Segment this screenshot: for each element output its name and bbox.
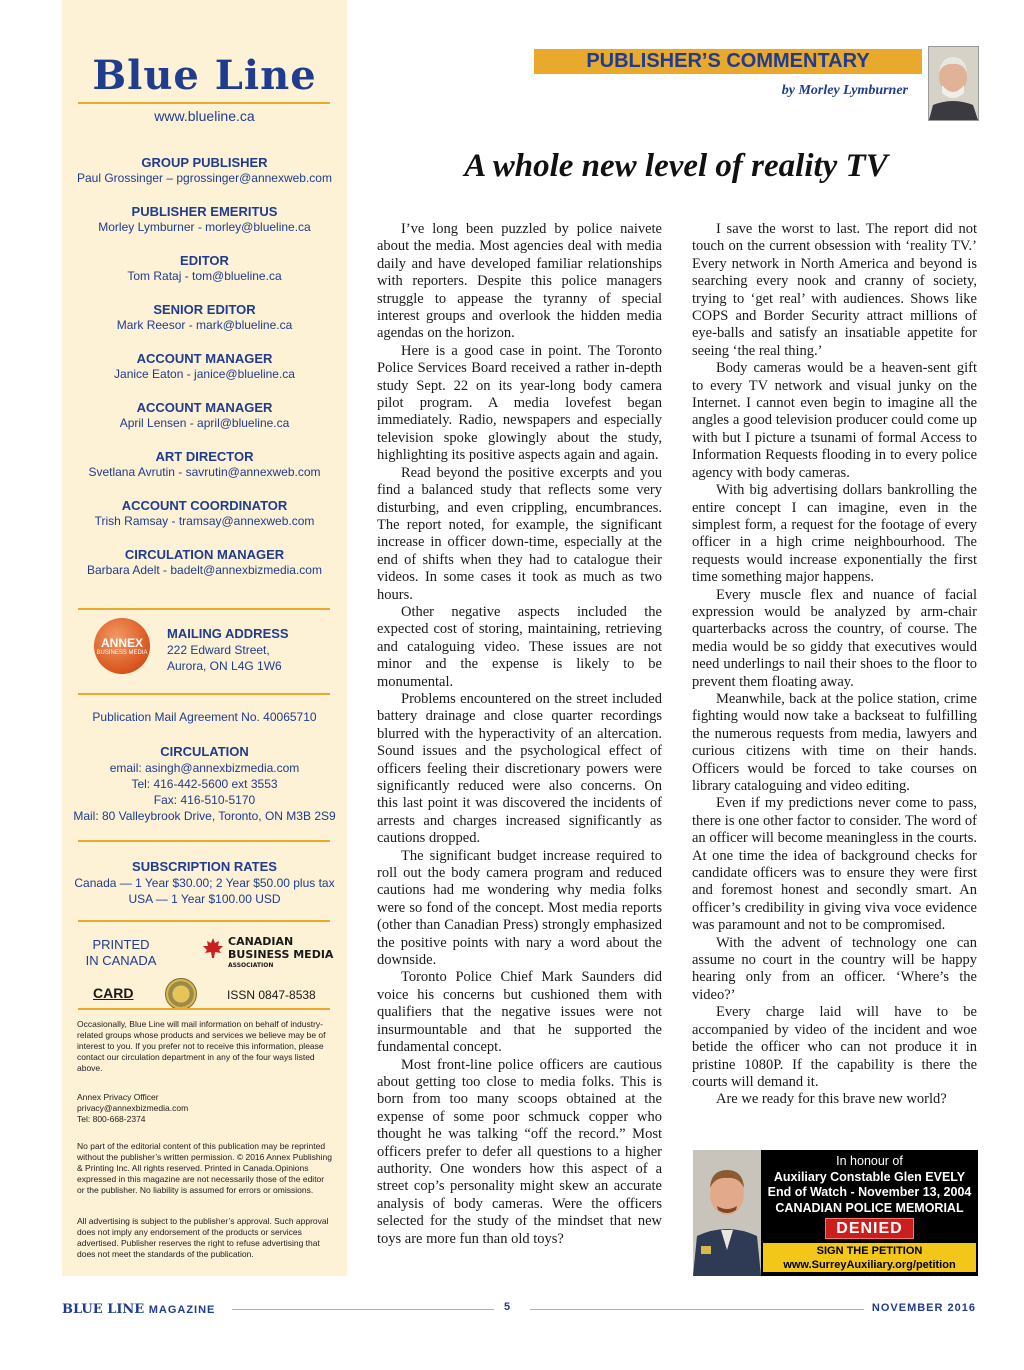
divider: [78, 840, 330, 842]
author-portrait-icon: [929, 47, 978, 120]
page-number: 5: [504, 1301, 511, 1313]
staff-entry: [62, 449, 347, 498]
staff-entry: [62, 498, 347, 547]
constable-portrait-icon: [693, 1150, 761, 1276]
mailing-address: [167, 626, 289, 674]
subscription-canada: Canada — 1 Year $30.00; 2 Year $50.00 plus tax: [74, 876, 335, 890]
article-column-2: [692, 221, 977, 1109]
paragraph: Every muscle flex and nuance of facial expression would be analyzed by arm-chair quarterbacks across the country, of course. The media would be so giddy that executives would need underlings to nail their shoes to the floor to prevent them floating away.: [692, 586, 977, 690]
staff-contact: Morley Lymburner - morley@blueline.ca: [98, 220, 311, 234]
divider: [78, 693, 330, 695]
staff-contact: Trish Ramsay - tramsay@annexweb.com: [94, 514, 315, 528]
circulation-email[interactable]: email: asingh@annexbizmedia.com: [109, 761, 300, 775]
publication-agreement: Publication Mail Agreement No. 40065710: [92, 710, 317, 724]
staff-entry: [62, 253, 347, 302]
advertising-notice: All advertising is subject to the publisher’s approval. Such approval does not imply any endorsement of the products or services advertised. Publisher reserves the right to refuse advertising that does not meet the standards of the publication.: [77, 1216, 329, 1259]
staff-contact: April Lensen - april@blueline.ca: [119, 416, 290, 430]
ad-line: CANADIAN POLICE MEMORIAL: [775, 1200, 964, 1215]
staff-entry: [62, 400, 347, 449]
paragraph: Other negative aspects included the expected cost of storing, maintaining, retrieving and cataloguing video. These issues are not minor and the expense is likely to be monumental.: [377, 603, 662, 690]
subscription-rates: [62, 858, 347, 907]
paragraph: Meanwhile, back at the police station, crime fighting would now take a backseat to fulfilling the numerous requests from media, lawyers and curious citizens with time on their hands. Officers would be forced to take courses on library cataloguing and video editing.: [692, 690, 977, 794]
annex-logo-name: ANNEX: [100, 636, 143, 650]
issue-date: NOVEMBER 2016: [871, 1302, 976, 1314]
staff-role: ACCOUNT MANAGER: [136, 351, 273, 366]
article-column-1: [377, 221, 662, 1248]
copyright-notice: No part of the editorial content of this publication may be reprinted without the publisher’s written permission. © 2016 Annex Publishing & Printing Inc. All rights reserved. Printed in Canada.Opinions expressed in this magazine are not necessarily those of the editor or the publisher. No liability is assumed for errors or omissions.: [77, 1141, 332, 1195]
paragraph: I’ve long been puzzled by police naivete about the media. Most agencies deal with media daily and have developed familiar relationships with reporters. Despite this police managers struggle to appease the tyranny of special interest groups and overlook the hidden media agendas on the horizon.: [377, 221, 662, 342]
byline: by Morley Lymburner: [781, 83, 908, 98]
cbm-line: CANADIAN: [228, 935, 294, 948]
staff-entry: [62, 547, 347, 596]
staff-role: PUBLISHER EMERITUS: [131, 204, 278, 219]
seal-icon: [165, 978, 197, 1010]
circulation-mail: Mail: 80 Valleybrook Drive, Toronto, ON M3B 2S9: [73, 809, 336, 823]
paragraph: Toronto Police Chief Mark Saunders did voice his concerns but cushioned them with qualifiers that the negative issues were not insurmountable and that he supported the fundamental concept.: [377, 969, 662, 1056]
staff-entry: [62, 155, 347, 204]
circulation-info: [62, 743, 347, 824]
mailing-line: 222 Edward Street,: [167, 643, 270, 657]
paragraph: Every charge laid will have to be accompanied by video of the incident and woe betide the officer who can not produce it in pristine 1080P. If the capability is there the courts will demand it.: [692, 1004, 977, 1090]
mailing-notice: Occasionally, Blue Line will mail information on behalf of industry-related groups whose products and services we believe may be of interest to you. If you prefer not to receive this information, please contact our circulation department in any of the four ways listed above.: [77, 1019, 326, 1073]
section-title: PUBLISHER’S COMMENTARY: [586, 50, 870, 72]
cbm-line: BUSINESS MEDIA: [228, 948, 334, 961]
paragraph: With big advertising dollars bankrolling the entire concept I can imagine, even in the simplest form, a request for the footage of every officer in a high crime neighbourhood. The requests would increase exponentially the first time something major happens.: [692, 482, 977, 586]
divider: [78, 920, 330, 922]
card-label: CARD: [93, 985, 134, 1001]
paragraph: With the advent of technology one can assume no court in the country will be happy hearing only from an officer. ‘Where’s the video?’: [692, 934, 977, 1003]
article-headline: A whole new level of reality TV: [464, 148, 888, 184]
footer-divider: [232, 1309, 494, 1310]
footer-magazine: MAGAZINE: [148, 1304, 216, 1316]
issn: ISSN 0847-8538: [227, 988, 316, 1002]
printed-line: PRINTED: [92, 937, 150, 952]
annex-logo: [94, 618, 150, 674]
masthead-sidebar: [62, 0, 347, 1276]
ad-line: Auxiliary Constable Glen EVELY: [773, 1169, 966, 1184]
paragraph: Read beyond the positive excerpts and you find a balanced study that reflects some very disturbing, and even crippling, encumbrances. The report noted, for example, the significant increase in officer down-time, especially at the end of shifts when they had to catalogue their videos. In some cases it took as much as two hours.: [377, 464, 662, 603]
staff-contact: Janice Eaton - janice@blueline.ca: [114, 367, 295, 381]
staff-role: ART DIRECTOR: [155, 449, 254, 464]
blue-line-logo: Blue Line: [92, 52, 317, 99]
paragraph: Most front-line police officers are cautious about getting too close to media folks. This is born from too many scoops obtained at the expense of some poor schmuck copper who thought he was talking “off the record.” Most officers prefer to defer all questions to a higher authority. One wonders how this aspect of a street cop’s personality might skew an accurate analysis of body cameras. Were the officers selected for the study of the mindset that new toys are more fun than old toys?: [377, 1056, 662, 1247]
petition-callout[interactable]: [763, 1243, 976, 1272]
staff-role: EDITOR: [180, 253, 229, 268]
staff-entry: [62, 204, 347, 253]
paragraph: Here is a good case in point. The Toronto Police Services Board received a rather in-depth study Sept. 22 on its year-long body camera pilot program. A media lovefest began immediately. Radio, newspapers and especially television spoke glowingly about the study, highlighting its positive aspects again and again.: [377, 342, 662, 464]
mailing-line: Aurora, ON L4G 1W6: [167, 659, 282, 673]
circulation-fax: Fax: 416-510-5170: [153, 793, 256, 807]
cbm-line: ASSOCIATION: [228, 962, 274, 969]
privacy-officer: Annex Privacy Officer privacy@annexbizmedia.com Tel: 800-668-2374: [77, 1092, 189, 1124]
paragraph: Problems encountered on the street included battery drainage and close quarter recordings blurred with the hyperactivity of an altercation. Sound issues and the psychological effect of officers feeling their discretionary powers were significantly reduced were also concerns. On this last point it was discovered the incidents of arrests and charges increased significantly as cautions dropped.: [377, 690, 662, 847]
staff-entry: [62, 351, 347, 400]
staff-contact: Barbara Adelt - badelt@annexbizmedia.com: [87, 563, 322, 577]
annex-logo-sub: BUSINESS MEDIA: [96, 650, 148, 656]
staff-role: ACCOUNT COORDINATOR: [121, 498, 288, 513]
denied-badge: DENIED: [825, 1218, 913, 1239]
staff-role: GROUP PUBLISHER: [141, 155, 268, 170]
staff-list: [62, 155, 347, 596]
subscription-heading: SUBSCRIPTION RATES: [132, 859, 277, 874]
staff-role: SENIOR EDITOR: [153, 302, 256, 317]
staff-contact: Mark Reesor - mark@blueline.ca: [116, 318, 293, 332]
staff-contact: Svetlana Avrutin - savrutin@annexweb.com: [88, 465, 321, 479]
maple-leaf-icon: [202, 937, 224, 959]
paragraph: I save the worst to last. The report did not touch on the current obsession with ‘reality TV.’ Every network in North America and beyond is searching every nook and cranny of society, trying to ‘get real’ with audiences. Shows like COPS and Border Security attract millions of eye-balls and satisfy an insatiable appetite for seeing ‘the real thing.’: [692, 221, 977, 359]
paragraph: Even if my predictions never come to pass, there is one other factor to consider. The word of an officer will become meaningless in the courts. At one time the idea of background checks for candidate officers was to ensure they were first and foremost honest and secondly smart. An officer’s credibility in giving viva voce evidence was paramount and not to be compromised.: [692, 795, 977, 934]
staff-contact: Tom Rataj - tom@blueline.ca: [127, 269, 282, 283]
circulation-tel: Tel: 416-442-5600 ext 3553: [131, 777, 278, 791]
divider: [78, 608, 330, 610]
staff-role: CIRCULATION MANAGER: [124, 547, 285, 562]
printed-in-canada: [76, 937, 166, 969]
memorial-petition-ad[interactable]: [693, 1150, 978, 1276]
mailing-heading: MAILING ADDRESS: [167, 626, 289, 641]
website-link[interactable]: www.blueline.ca: [154, 108, 255, 124]
petition-label: SIGN THE PETITION: [816, 1245, 923, 1257]
subscription-usa: USA — 1 Year $100.00 USD: [128, 892, 281, 906]
ad-line: In honour of: [836, 1154, 903, 1168]
petition-url[interactable]: www.SurreyAuxiliary.org/petition: [783, 1259, 956, 1271]
author-photo: [928, 46, 979, 121]
divider: [78, 102, 330, 104]
circulation-heading: CIRCULATION: [160, 744, 249, 759]
printed-line: IN CANADA: [85, 953, 157, 968]
staff-entry: [62, 302, 347, 351]
footer-brand: [62, 1302, 215, 1317]
divider: [78, 1008, 330, 1010]
footer-divider: [530, 1309, 864, 1310]
paragraph: Body cameras would be a heaven-sent gift to every TV network and visual junky on the Internet. I cannot even begin to imagine all the angles a good television producer could come up with but I picture a tsunami of formal Access to Information Requests flooding in to every police agency with body cameras.: [692, 360, 977, 481]
paragraph: Are we ready for this brave new world?: [716, 1091, 947, 1108]
paragraph: The significant budget increase required to roll out the body camera program and reduced cautions had me wondering why media folks were so fond of the concept. Most media reports (other than Canadian Press) strongly emphasized the positive points with nary a word about the downside.: [377, 847, 662, 969]
staff-role: ACCOUNT MANAGER: [136, 400, 273, 415]
ad-text: [763, 1154, 976, 1272]
footer-logo: BLUE LINE: [62, 1302, 145, 1317]
staff-contact: Paul Grossinger – pgrossinger@annexweb.com: [77, 171, 332, 185]
ad-line: End of Watch - November 13, 2004: [767, 1185, 972, 1199]
